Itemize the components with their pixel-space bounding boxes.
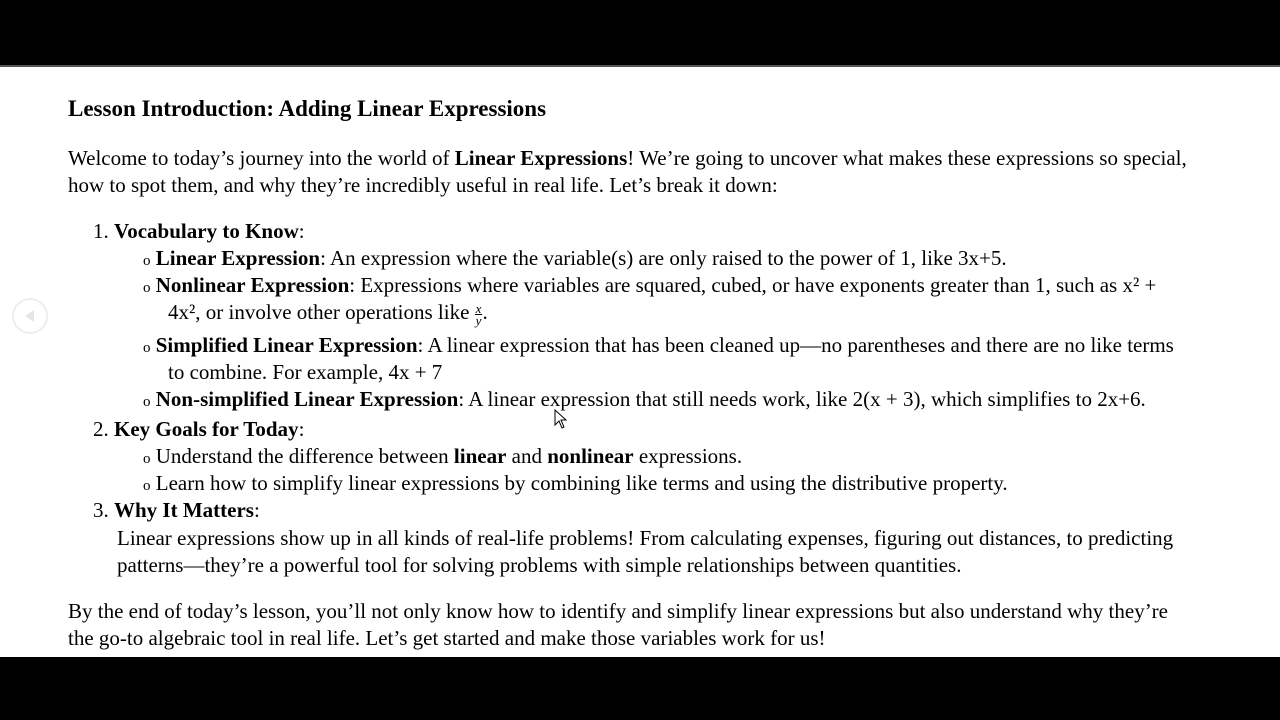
text: Learn how to simplify linear expressions by combining like terms and using the distributive property. [155,471,1008,495]
intro-text: ! We’re going to uncover what makes these expressions so special, [627,146,1187,170]
previous-slide-button[interactable] [12,298,48,334]
colon: : [298,219,305,243]
bullet-icon: o [143,451,151,467]
section-heading: Why It Matters [114,498,254,522]
denominator: y [475,312,482,328]
list-item-nonlinear-cont [168,299,488,326]
mouse-cursor-icon [554,409,568,429]
list-item-goal-1 [143,443,742,472]
closing-line-2: the go-to algebraic tool in real life. Let’s get started and make those variables work for us! [68,626,826,650]
intro-line-2: how to spot them, and why they’re incredibly useful in real life. Let’s break it down: [68,173,778,197]
section-heading: Key Goals for Today [114,417,299,441]
term: Linear Expression [155,246,321,270]
text: and [506,444,548,468]
list-item-nonlinear [143,272,1156,301]
list-number: 3. [93,498,109,522]
matters-line-2: patterns—they’re a powerful tool for solving problems with simple relationships between quantities. [117,553,962,577]
matters-line-1: Linear expressions show up in all kinds of real-life problems! From calculating expenses, figuring out distances, to predicting [117,526,1174,550]
definition: : A linear expression that has been cleaned up—no parentheses and there are no like terms [417,333,1174,357]
bullet-icon: o [143,478,151,494]
list-item-goal-2 [143,470,1008,499]
list-item-nonsimplified [143,386,1146,415]
intro-text: Welcome to today’s journey into the world of [68,146,455,170]
list-number: 1. [93,219,109,243]
colon: : [298,417,305,441]
numerator: x [475,300,482,316]
bullet-icon: o [143,340,151,356]
section-key-goals [93,416,304,442]
definition: 4x², or involve other operations like [168,300,475,324]
list-item-linear [143,245,1007,274]
page-title: Lesson Introduction: Adding Linear Expressions [68,96,547,121]
term: Simplified Linear Expression [155,333,418,357]
text: expressions. [633,444,743,468]
definition: : A linear expression that still needs work, like 2(x + 3), which simplifies to 2x+6. [458,387,1146,411]
closing-line-1: By the end of today’s lesson, you’ll not only know how to identify and simplify linear expressions but also understand why they’re [68,599,1168,623]
section-heading: Vocabulary to Know [114,219,299,243]
section-why-it-matters [93,497,260,523]
term: Nonlinear Expression [155,273,350,297]
period: . [482,300,488,324]
list-item-simplified-cont: to combine. For example, 4x + 7 [168,360,443,384]
list-item-simplified [143,332,1174,361]
term: Non-simplified Linear Expression [155,387,459,411]
section-vocabulary [93,218,305,244]
bullet-icon: o [143,394,151,410]
bold-text: linear [453,444,507,468]
text: Understand the difference between [155,444,454,468]
definition: : An expression where the variable(s) are only raised to the power of 1, like 3x+5. [320,246,1007,270]
intro-bold: Linear Expressions [454,146,628,170]
bullet-icon: o [143,280,151,296]
colon: : [253,498,260,522]
definition: : Expressions where variables are squared, cubed, or have exponents greater than 1, such as x² + [349,273,1157,297]
list-number: 2. [93,417,109,441]
bold-text: nonlinear [547,444,634,468]
bullet-icon: o [143,253,151,269]
intro-line-1 [68,145,1187,171]
